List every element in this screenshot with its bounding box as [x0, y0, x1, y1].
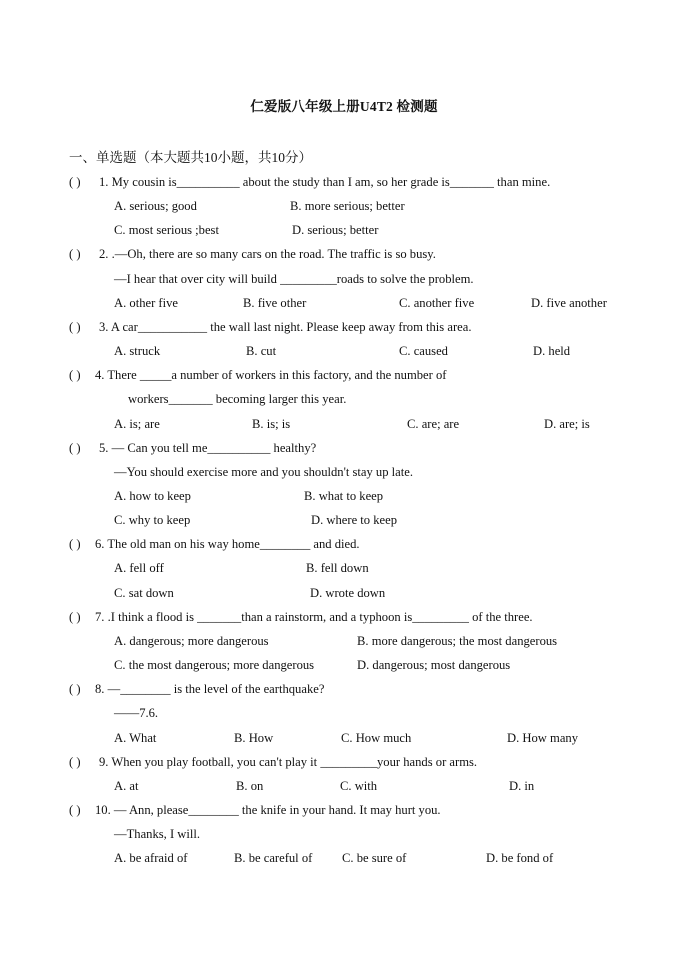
option: B. on: [236, 779, 264, 793]
answer-blank: ( ): [69, 537, 81, 551]
question-stem-continued: —Thanks, I will.: [114, 827, 201, 841]
option: B. How: [234, 731, 274, 745]
question-stem-continued: ——7.6.: [114, 706, 159, 720]
option: C. with: [340, 779, 378, 793]
option: B. five other: [243, 296, 307, 310]
option: A. other five: [114, 296, 178, 310]
question-stem-continued: —I hear that over city will build _________roads to solve the problem.: [114, 272, 474, 286]
page-title: 仁爱版八年级上册U4T2 检测题: [250, 99, 438, 114]
question-stem: 5. — Can you tell me__________ healthy?: [99, 441, 317, 455]
option: B. cut: [246, 344, 277, 358]
question-stem: 2. .—Oh, there are so many cars on the road. The traffic is so busy.: [99, 247, 436, 261]
question-stem: 8. —________ is the level of the earthquake?: [95, 682, 325, 696]
option: D. five another: [531, 296, 607, 310]
question-stem-continued: —You should exercise more and you shouldn't stay up late.: [114, 465, 414, 479]
option: A. dangerous; more dangerous: [114, 634, 269, 648]
option: C. why to keep: [114, 513, 191, 527]
option: B. more dangerous; the most dangerous: [357, 634, 558, 648]
option: B. fell down: [306, 561, 369, 575]
option: D. dangerous; most dangerous: [357, 658, 511, 672]
option: B. is; is: [252, 417, 291, 431]
option: B. be careful of: [234, 851, 313, 865]
option: D. serious; better: [292, 223, 379, 237]
option: B. what to keep: [304, 489, 384, 503]
option: C. be sure of: [342, 851, 407, 865]
option: C. another five: [399, 296, 475, 310]
answer-blank: ( ): [69, 441, 81, 455]
option: D. wrote down: [310, 586, 386, 600]
option: C. are; are: [407, 417, 460, 431]
option: A. at: [114, 779, 139, 793]
question-stem: 10. — Ann, please________ the knife in your hand. It may hurt you.: [95, 803, 441, 817]
question-stem: 7. .I think a flood is _______than a rainstorm, and a typhoon is_________ of the three.: [95, 610, 533, 624]
answer-blank: ( ): [69, 682, 81, 696]
question-stem: 1. My cousin is__________ about the study than I am, so her grade is_______ than mine.: [99, 175, 551, 189]
option: D. are; is: [544, 417, 590, 431]
option: A. is; are: [114, 417, 160, 431]
option: D. held: [533, 344, 571, 358]
question-stem: 3. A car___________ the wall last night. Please keep away from this area.: [99, 320, 472, 334]
option: D. where to keep: [311, 513, 398, 527]
option: A. serious; good: [114, 199, 197, 213]
option: A. What: [114, 731, 157, 745]
option: C. most serious ;best: [114, 223, 219, 237]
question-stem: 6. The old man on his way home________ and died.: [95, 537, 360, 551]
option: A. how to keep: [114, 489, 191, 503]
option: B. more serious; better: [290, 199, 405, 213]
option: D. in: [509, 779, 535, 793]
option: D. be fond of: [486, 851, 554, 865]
option: C. the most dangerous; more dangerous: [114, 658, 315, 672]
answer-blank: ( ): [69, 803, 81, 817]
option: A. struck: [114, 344, 161, 358]
answer-blank: ( ): [69, 368, 81, 382]
answer-blank: ( ): [69, 175, 81, 189]
option: A. be afraid of: [114, 851, 188, 865]
question-stem: 9. When you play football, you can't play it _________your hands or arms.: [99, 755, 478, 769]
answer-blank: ( ): [69, 755, 81, 769]
section-heading: 一、单选题（本大题共10小题，共10分）: [69, 150, 312, 165]
answer-blank: ( ): [69, 320, 81, 334]
question-stem: 4. There _____a number of workers in this factory, and the number of: [95, 368, 447, 382]
option: C. sat down: [114, 586, 174, 600]
question-stem-continued: workers_______ becoming larger this year.: [128, 392, 347, 406]
option: A. fell off: [114, 561, 164, 575]
answer-blank: ( ): [69, 610, 81, 624]
option: C. caused: [399, 344, 448, 358]
option: D. How many: [507, 731, 579, 745]
answer-blank: ( ): [69, 247, 81, 261]
option: C. How much: [341, 731, 412, 745]
